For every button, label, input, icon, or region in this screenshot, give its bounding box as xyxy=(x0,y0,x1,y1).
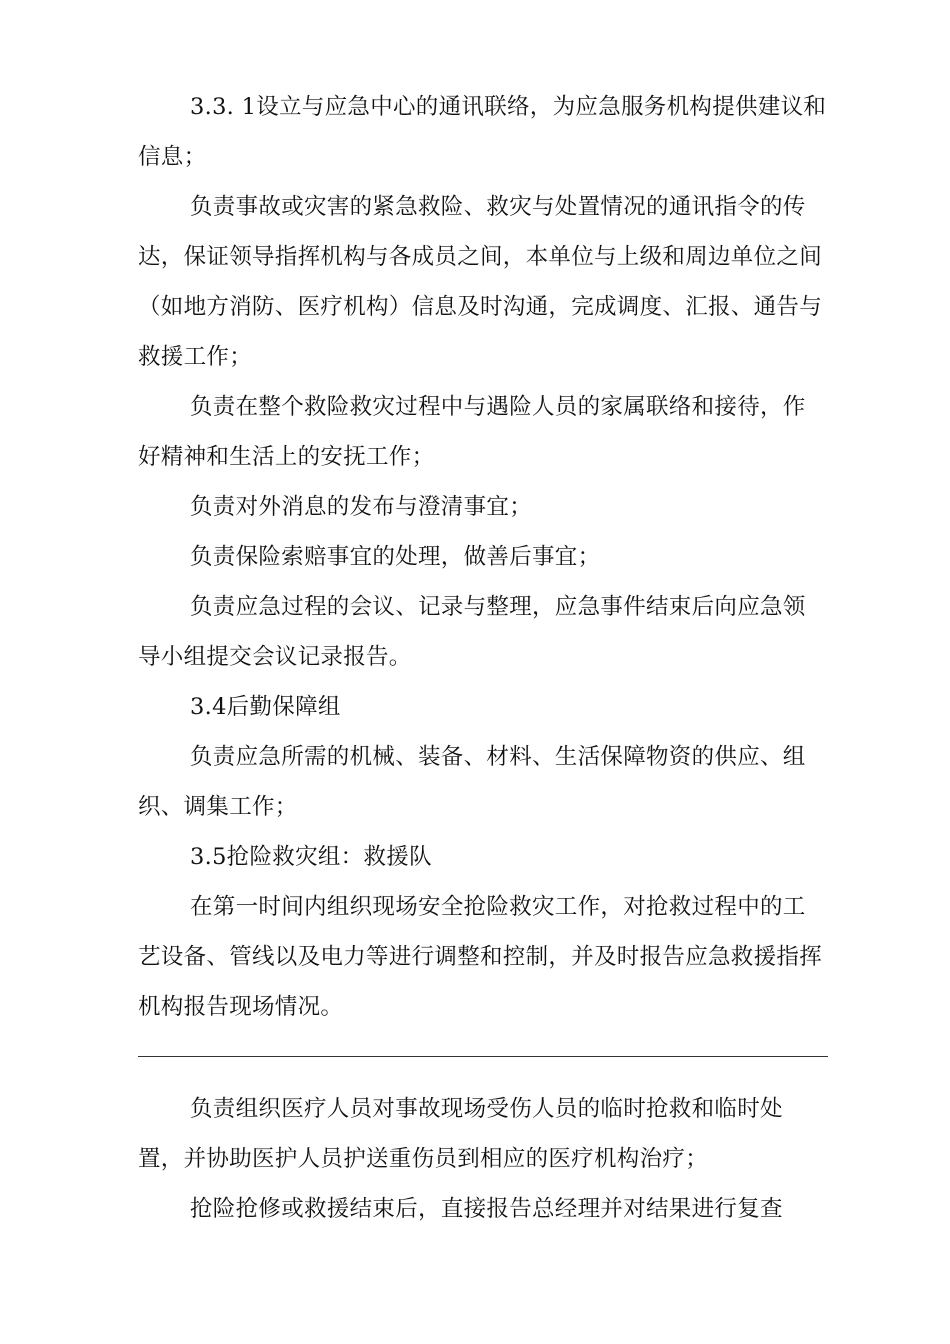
paragraph-meeting-records: 负责应急过程的会议、记录与整理，应急事件结束后向应急领导小组提交会议记录报告。 xyxy=(138,594,806,670)
paragraph-external-news: 负责对外消息的发布与澄清事宜； xyxy=(190,494,533,520)
paragraph-rescue-duties: 在第一时间内组织现场安全抢险救灾工作，对抢救过程中的工艺设备、管线以及电力等进行调整和控制，并及时报告应急救援指挥机构报告现场情况。 xyxy=(138,894,823,1020)
paragraph-communication-duties: 负责事故或灾害的紧急救险、救灾与处置情况的通讯指令的传达，保证领导指挥机构与各成员之间，本单位与上级和周边单位之间（如地方消防、医疗机构）信息及时沟通，完成调度、汇报、通告与救援工作； xyxy=(138,194,823,370)
paragraph-medical-duties: 负责组织医疗人员对事故现场受伤人员的临时抢救和临时处置，并协助医护人员护送重伤员到相应的医疗机构治疗； xyxy=(138,1096,783,1172)
paragraph-family-liaison: 负责在整个救险救灾过程中与遇险人员的家属联络和接待，作好精神和生活上的安抚工作； xyxy=(138,394,806,470)
section-heading-3-4: 3.4后勤保障组 xyxy=(190,694,341,720)
document-body xyxy=(138,82,828,1234)
divider-line xyxy=(138,1056,828,1057)
paragraph-insurance-claims: 负责保险索赔事宜的处理，做善后事宜； xyxy=(190,544,601,570)
paragraph-3-3-1: 3.3. 1设立与应急中心的通讯联络，为应急服务机构提供建议和信息； xyxy=(138,94,827,170)
paragraph-post-rescue-report: 抢险抢修或救援结束后，直接报告总经理并对结果进行复查 xyxy=(190,1196,783,1222)
section-heading-3-5: 3.5抢险救灾组：救援队 xyxy=(190,844,432,870)
paragraph-logistics-duties: 负责应急所需的机械、装备、材料、生活保障物资的供应、组织、调集工作； xyxy=(138,744,806,820)
page-divider xyxy=(138,1032,828,1084)
